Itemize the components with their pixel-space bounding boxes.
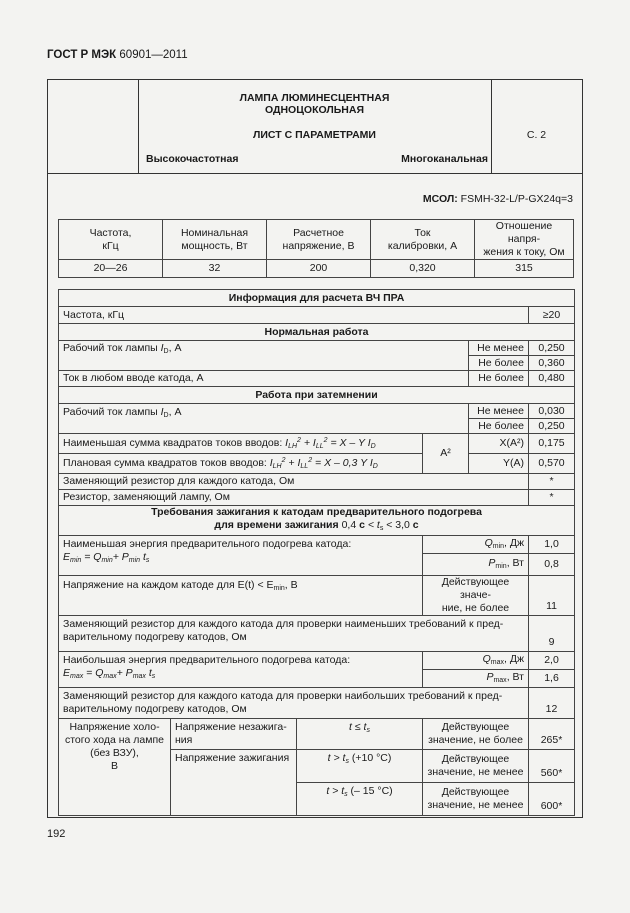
freq-value: ≥20	[529, 307, 575, 324]
dim-max-value: 0,250	[529, 419, 575, 434]
page-ref: С. 2	[526, 129, 547, 141]
multichannel-label: Многоканальная	[401, 153, 488, 165]
normal-min-value: 0,250	[529, 341, 575, 356]
pmin-label: $P_{min}$, Вт	[423, 554, 529, 576]
dim-min-value: 0,030	[529, 404, 575, 419]
voltage-each-value: 11	[529, 576, 575, 616]
ocv-label: Напряжение холо- стого хода на лампе (без ВЗУ), В	[59, 719, 171, 816]
y-value: 0,570	[529, 454, 575, 474]
resistor-max-value: 12	[529, 688, 575, 719]
cathode-max-label: Не более	[469, 371, 529, 387]
resistor-min-label: Заменяющий резистор для каждого катода для проверки наименьших требований к пред- варительному подогреву катодов, Ом	[59, 616, 529, 652]
unit-a2: A²	[423, 434, 469, 474]
mcol-designation: МСОЛ: FSMH-32-L/P-GX24q=3	[422, 193, 573, 205]
header-current: Ток калибровки, А	[371, 220, 475, 260]
freq-label: Частота, кГц	[59, 307, 529, 324]
parameter-table	[58, 219, 574, 278]
document-header	[47, 49, 188, 61]
v3-value: 600*	[529, 783, 575, 816]
sheet-frame	[47, 79, 583, 818]
dim-min-label: Не менее	[469, 404, 529, 419]
cond-2-type: Действующее значение, не менее	[423, 750, 529, 783]
lamp-title-2: ОДНОЦОКОЛЬНАЯ	[264, 104, 365, 116]
normal-min-label: Не менее	[469, 341, 529, 356]
value-frequency: 20—26	[59, 260, 163, 278]
standard-code: ГОСТ Р МЭК	[47, 49, 117, 61]
min-sum-label: Наименьшая сумма квадратов токов вводов: $I_{LH}^2 + I_{LL}^2 = X - Y$ $I_D$	[59, 434, 423, 454]
voltage-each-label: Напряжение на каждом катоде для $E(t) < E_{min}$, В	[59, 576, 423, 616]
normal-current-label: Рабочий ток лампы $I_D$, А	[59, 341, 469, 371]
pmax-label: $P_{max}$, Вт	[423, 670, 529, 688]
standard-number: 60901—2011	[119, 49, 188, 61]
cond-3-type: Действующее значение, не менее	[423, 783, 529, 816]
cathode-resistor-label: Заменяющий резистор для каждого катода, Ом	[59, 474, 529, 490]
lamp-resistor-label: Резистор, заменяющий лампу, Ом	[59, 490, 529, 506]
cathode-max-value: 0,480	[529, 371, 575, 387]
value-current: 0,320	[371, 260, 475, 278]
no-ignition-label: Напряжение незажига- ния	[171, 719, 297, 750]
resistor-min-value: 9	[529, 616, 575, 652]
emin-label: Наименьшая энергия предварительного подогрева катода: $E_{min} = Q_{min}+ P_{min}$ $t_s$	[59, 536, 423, 576]
normal-max-value: 0,360	[529, 356, 575, 371]
ballast-info-table	[58, 289, 575, 816]
ignition-title: Требования зажигания к катодам предварительного подогрева для времени зажигания 0,4 $с < t_s < 3,0$ с	[59, 506, 575, 536]
x-label: X(A²)	[469, 434, 529, 454]
lamp-title-1: ЛАМПА ЛЮМИНЕСЦЕНТНАЯ	[239, 92, 390, 104]
qmin-value: 1,0	[529, 536, 575, 554]
qmax-value: 2,0	[529, 652, 575, 670]
v2-value: 560*	[529, 750, 575, 783]
cond-3: $t > t_s$ (– 15 °С)	[297, 783, 423, 816]
pmax-value: 1,6	[529, 670, 575, 688]
y-label: Y(A)	[469, 454, 529, 474]
value-voltage: 200	[267, 260, 371, 278]
cond-1-type: Действующее значение, не более	[423, 719, 529, 750]
header-frequency: Частота, кГц	[59, 220, 163, 260]
value-power: 32	[163, 260, 267, 278]
dim-title: Работа при затемнении	[59, 387, 575, 404]
normal-max-label: Не более	[469, 356, 529, 371]
ignition-label: Напряжение зажигания	[171, 750, 297, 816]
dim-max-label: Не более	[469, 419, 529, 434]
resistor-max-label: Заменяющий резистор для каждого катода для проверки наибольших требований к пред- варительному подогреву катодов, Ом	[59, 688, 529, 719]
x-value: 0,175	[529, 434, 575, 454]
qmin-label: $Q_{min}$, Дж	[423, 536, 529, 554]
cathode-resistor-value: *	[529, 474, 575, 490]
normal-title: Нормальная работа	[59, 324, 575, 341]
info-title: Информация для расчета ВЧ ПРА	[59, 290, 575, 307]
sheet-title: ЛИСТ С ПАРАМЕТРАМИ	[253, 129, 376, 141]
value-ratio: 315	[475, 260, 574, 278]
pmin-value: 0,8	[529, 554, 575, 576]
v1-value: 265*	[529, 719, 575, 750]
lamp-resistor-value: *	[529, 490, 575, 506]
header-voltage: Расчетное напряжение, В	[267, 220, 371, 260]
header-ratio: Отношение напря- жения к току, Ом	[475, 220, 574, 260]
emax-label: Наибольшая энергия предварительного подогрева катода: $E_{max} = Q_{max}+ P_{max}$ $t_s$	[59, 652, 423, 688]
dim-current-label: Рабочий ток лампы $I_D$, А	[59, 404, 469, 434]
hf-label: Высокочастотная	[146, 153, 239, 165]
cond-2: $t > t_s$ (+10 °С)	[297, 750, 423, 783]
plan-sum-label: Плановая сумма квадратов токов вводов: $I_{LH}^2 + I_{LL}^2 = X - 0,3$ Y $I_D$	[59, 454, 423, 474]
qmax-label: $Q_{max}$, Дж	[423, 652, 529, 670]
cathode-current-label: Ток в любом вводе катода, А	[59, 371, 469, 387]
voltage-each-condition: Действующее значе- ние, не более	[423, 576, 529, 616]
page-number: 192	[47, 828, 66, 840]
header-power: Номинальная мощность, Вт	[163, 220, 267, 260]
cond-1: $t \le t_s$	[297, 719, 423, 750]
